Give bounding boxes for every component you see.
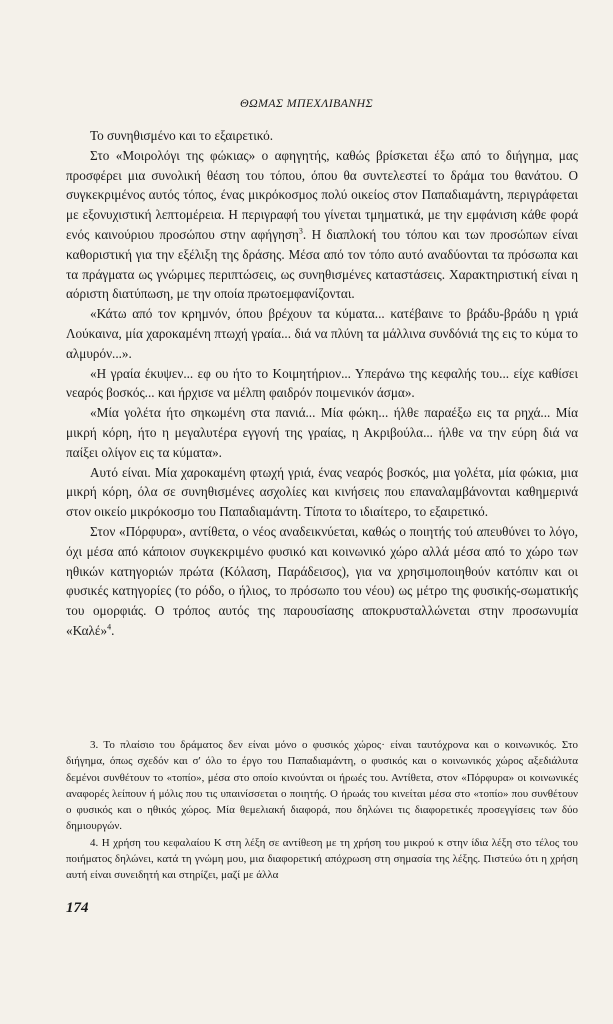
paragraph-4: «Η γραία έκυψεν... εφ ου ήτο το Κοιμητήριον... Υπεράνω της κεφαλής του... είχε καθίσει νεαρός βοσκός... και ήρχισε να μέλπη φαιδρόν ποιμενικόν άσμα». — [66, 365, 578, 401]
footnote-ref-4: 4 — [107, 622, 112, 632]
footnote-3: 3. Το πλαίσιο του δράματος δεν είναι μόνο ο φυσικός χώρος· είναι ταυτόχρονα και ο κοινωνικός. Στο διήγημα, όπως σχεδόν και σ' όλο το έργο του Παπαδιαμάντη, ο φυσικός και ο κοινωνικός χώρος αξεδιάλυτα δεμένοι συνθέτουν το «τοπίο», μέσα στο οποίο κινούνται οι ήρωές του. Αντίθετα, στον «Πόρφυρα» οι κοινωνικές αναφορές λείπουν ή μόλις που τις υπαινίσσεται ο ποιητής. Ο ήρωάς του κινείται μέσα στο «τοπίο» που συνθέτουν ο φυσικός και ο ηθικός χώρος. Μία θεμελιακή διαφορά, που δηλώνει τις διαφορετικές προσεγγίσεις των δύο δημιουργών. — [66, 739, 578, 833]
paragraph-1: Το συνηθισμένο και το εξαιρετικό. — [90, 128, 274, 143]
footnote-separator — [66, 720, 578, 721]
running-header: ΘΩΜΑΣ ΜΠΕΧΛΙΒΑΝΗΣ — [240, 96, 373, 110]
paragraph-6: Αυτό είναι. Μία χαροκαμένη φτωχή γριά, ένας νεαρός βοσκός, μια γολέτα, μία φώκια, μια μικρή κόρη, όλα σε συνηθισμένες ασχολίες και κινήσεις που επαναλαμβάνονται καθημερινά στον οικείο μικρόκοσμο του Παπαδιαμάντη. Τίποτα το ιδιαίτερο, το εξαιρετικό. — [66, 464, 578, 520]
main-text — [66, 126, 578, 641]
page-number: 174 — [66, 900, 89, 916]
footnote-4: 4. Η χρήση του κεφαλαίου Κ στη λέξη σε αντίθεση με τη χρήση του μικρού κ στην ίδια λέξη στο τέλος του ποιήματος δηλώνει, κατά τη γνώμη μου, μια διαφορετική απόχρωση στη σημασία της λέξης. Πιστεύω ότι η χρήση αυτή είναι συνειδητή και στηρίζει, μαζί με άλλα — [66, 836, 578, 882]
paragraph-5: «Μία γολέτα ήτο σηκωμένη στα πανιά... Μία φώκη... ήλθε παραέξω εις τα ρηχά... Μία μικρή κόρη, ήτο η μεγαλυτέρα εγγονή της γραίας, η Ακριβούλα... ήλθε να την εύρη διά να παίξει ολίγον εις τα κύματα». — [66, 405, 578, 460]
footnotes — [66, 737, 578, 884]
paragraph-2: Στο «Μοιρολόγι της φώκιας» ο αφηγητής, καθώς βρίσκεται έξω από το διήγημα, μας προσφέρει μια συνολική θέαση του τόπου, όπου θα συντελεστεί το δράμα του θανάτου. Ο συγκεκριμένος αυτός τόπος, ένας μικρόκοσμος πολύ οικείος στον Παπαδιαμάντη, περιγράφεται με εξονυχιστική λεπτομέρεια. Η περιγραφή του γίνεται τμηματικά, με την εμφάνιση κάθε φορά ενός καινούριου προσώπου στην αφήγηση$^3$. Η διαπλοκή του τόπου και των προσώπων είναι καθοριστική για την εξέλιξη της δράσης. Μέσα από τον τόπο αυτό αναδύονται τα πρόσωπα και τα πράγματα ως γνώριμες περιπτώσεις, ως συνηθισμένες καταστάσεις. Χαρακτηριστική είναι η αόριστη διατύπωση, με την οποία πρωτοεμφανίζονται. — [66, 147, 578, 302]
paragraph-3: «Κάτω από τον κρημνόν, όπου βρέχουν τα κύματα... κατέβαινε το βράδυ-βράδυ η γριά Λούκαινα, μία χαροκαμένη πτωχή γραία... διά να πλύνη τα μάλλινα συνδόνιά της εις το κύμα το αλμυρόν...». — [66, 306, 578, 361]
paragraph-7: Στον «Πόρφυρα», αντίθετα, ο νέος αναδεικνύεται, καθώς ο ποιητής τού απευθύνει το λόγο, όχι μέσα από κάποιον συγκεκριμένο φυσικό και κοινωνικό χώρο αλλά μέσα από το χώρο των ηθικών κατηγοριών πρώτα (Κόλαση, Παράδεισος), για να χρησιμοποιηθούν κατόπιν και οι φυσικές κατηγορίες (το ρόδο, ο ήλιος, το πρόσωπο του νέου) ως μέτρο της φυσικής-σωματικής του ομορφιάς. Ο τρόπος αυτός της παρουσίασης αποκρυσταλλώνεται στην προσωνυμία «Καλέ»$^4$. — [66, 523, 578, 638]
footnote-ref-3: 3 — [298, 226, 303, 236]
